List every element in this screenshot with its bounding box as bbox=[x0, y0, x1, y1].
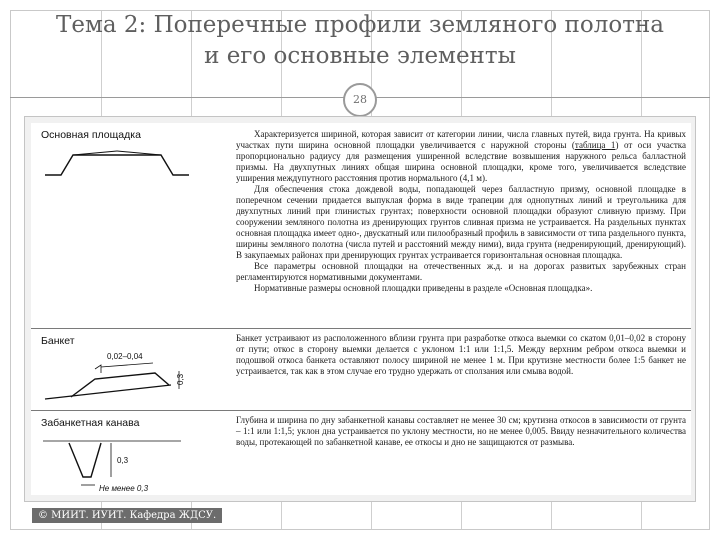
row-ditch bbox=[31, 411, 691, 495]
ditch-width-label: Не менее 0,3 bbox=[99, 484, 149, 493]
platform-text: Характеризуется шириной, которая зависит от категории линии, числа главных путей, вида грунта. На кривых участках пути ширина основной площадки увеличивается с наружной стороны (таблица 1) от оси участка пропорционально радиусу для размещения уширенной вследствие возвышения наружного рельса балластной призмы. На двухпутных линиях общая ширина основной площадки, кроме того, увеличивается вследствие уширения междупутного расстояния против нормального (4,1 м). Для обеспечения стока дождевой воды, попадающей через балластную призму, основной площадке в поперечном сечении придается выпуклая форма в виде трапеции для однопутных линий и треугольника для двухпутных линий при глинистых грунтах; поверхности основной площадки образуют сливную призму. При сооружении земляного полотна из дренирующих грунтов сливная призма не устраивается. На раздельных пунктах основная площадка имеет одно-, двускатный или пилообразный профиль в зависимости от типа раздельного пункта, ширины земляного полотна (числа путей и расстояний между ними), вида грунта (недренирующий, дренирующий). В закупаемых районах при дренирующих грунтах устраивается горизонтальная основная площадка. Все параметры основной площадки на отечественных ж.д. и на дорогах развитых зарубежных стран регламентируются нормативными документами. Нормативные размеры основной площадки приведены в разделе «Основная площадка». bbox=[236, 129, 687, 293]
ditch-diagram bbox=[41, 431, 191, 495]
berm-label: Банкет bbox=[41, 335, 75, 347]
platform-diagram bbox=[43, 145, 193, 179]
berm-height-label: 0,3 bbox=[176, 373, 185, 385]
slide-number: 28 bbox=[343, 83, 377, 117]
title-line-1: Тема 2: Поперечные профили земляного полотна bbox=[56, 12, 664, 38]
row-platform bbox=[31, 123, 691, 329]
title-line-2: и его основные элементы bbox=[204, 43, 516, 69]
table-link[interactable]: таблица 1 bbox=[574, 140, 616, 150]
ditch-text: Глубина и ширина по дну забанкетной канавы составляет не менее 30 см; крутизна откосов в зависимости от грунта – 1:1 или 1:1,5; уклон дна устраивается по уклону местности, но не менее 0,005. Ввиду незначительного количества воды, протекающей по забанкетной канаве, ее откосы и дно не защищаются от размыва. bbox=[236, 415, 686, 447]
berm-diagram bbox=[41, 349, 191, 409]
platform-label: Основная площадка bbox=[41, 129, 141, 141]
row-berm bbox=[31, 329, 691, 411]
ditch-label: Забанкетная канава bbox=[41, 417, 140, 429]
berm-slope-label: 0,02–0,04 bbox=[107, 352, 143, 361]
berm-text: Банкет устраивают из расположенного вблизи грунта при разработке откоса выемки со скатом 0,01–0,02 в сторону от пути; откос в сторону выемки делается с уклоном 1:1 или 1:1,5. Между верхним ребром откоса выемки и подошвой откоса банкета оставляют полосу шириной не менее 1 м. При крутизне местности более 1:5 банкет не устраивается, так как в этом случае его трудно удержать от сползания или смыва водой. bbox=[236, 333, 686, 376]
content-panel bbox=[24, 116, 696, 502]
ditch-depth-label: 0,3 bbox=[117, 456, 129, 465]
slide-footer: © МИИТ. ИУИТ. Кафедра ЖДСУ. bbox=[32, 508, 222, 523]
document-table bbox=[31, 123, 691, 495]
slide-title bbox=[20, 10, 700, 72]
